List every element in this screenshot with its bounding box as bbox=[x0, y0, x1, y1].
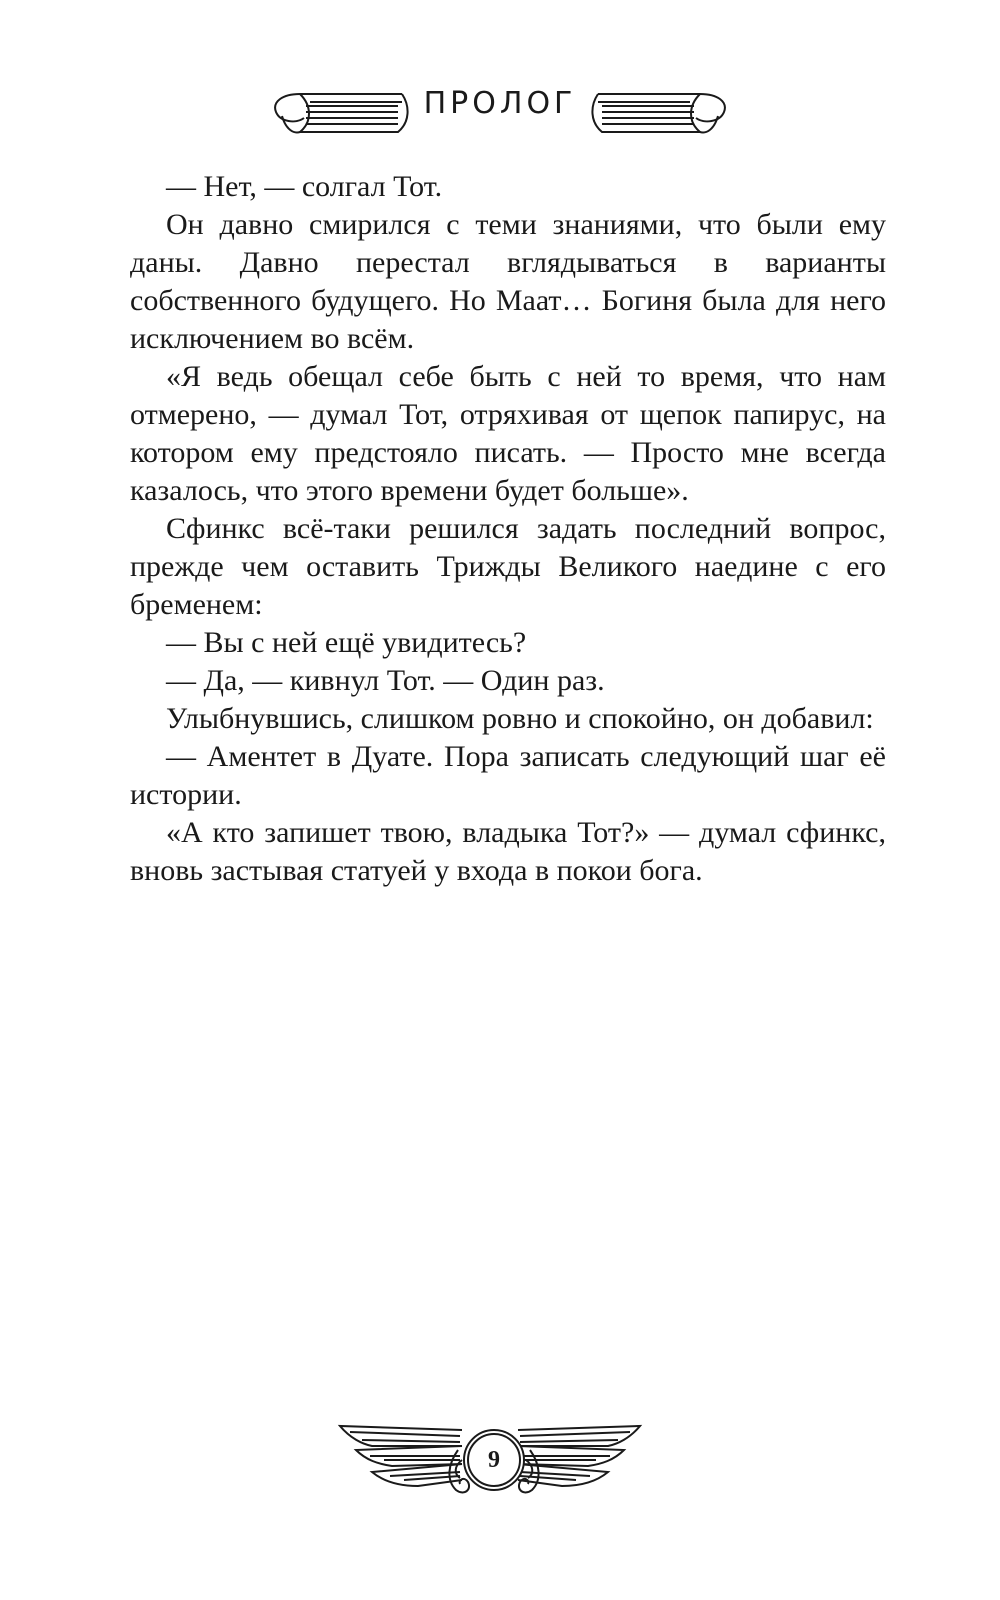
paragraph: Сфинкс всё-таки решился задать последний вопрос, прежде чем оставить Трижды Великого наедине с его бременем: bbox=[130, 512, 886, 621]
paragraph: — Аментет в Дуате. Пора записать следующий шаг её истории. bbox=[130, 740, 886, 811]
chapter-header bbox=[0, 72, 1000, 142]
paragraph: Улыбнувшись, слишком ровно и спокойно, он добавил: bbox=[166, 702, 874, 735]
paragraph: «А кто запишет твою, владыка Тот?» — думал сфинкс, вновь застывая статуей у входа в покои бога. bbox=[130, 816, 886, 887]
paragraph: — Вы с ней ещё увидитесь? bbox=[166, 626, 527, 659]
body-text bbox=[130, 168, 886, 890]
paragraph: — Нет, — солгал Тот. bbox=[166, 170, 443, 203]
paragraph: Он давно смирился с теми знаниями, что были ему даны. Давно перестал вглядываться в варианты собственного будущего. Но Маат… Богиня была для него исключением во всём. bbox=[130, 208, 886, 355]
chapter-title: ПРОЛОГ bbox=[423, 86, 577, 121]
page-footer bbox=[0, 1420, 1000, 1530]
paragraph: — Да, — кивнул Тот. — Один раз. bbox=[166, 664, 605, 697]
page-number: 9 bbox=[488, 1447, 500, 1473]
paragraph: «Я ведь обещал себе быть с ней то время, что нам отмерено, — думал Тот, отряхивая от щепок папирус, на котором ему предстояло писать. — Просто мне всегда казалось, что этого времени будет больше». bbox=[130, 360, 886, 507]
